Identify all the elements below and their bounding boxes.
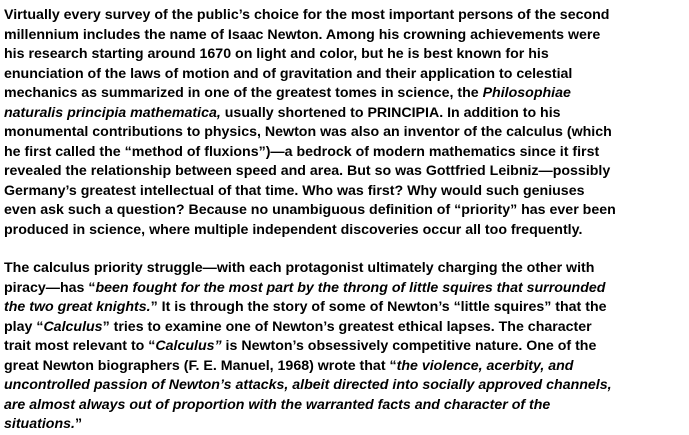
text-line	[4, 84, 687, 104]
text-line	[4, 376, 687, 396]
italic-text-segment: uncontrolled passion of Newton’s attacks, albeit directed into socially approved channels,	[4, 377, 612, 393]
text-line	[4, 201, 687, 221]
italic-text-segment: situations.	[4, 416, 75, 432]
text-segment: usually shortened to PRINCIPIA. In addition to his	[220, 104, 561, 121]
italic-text-segment: the violence, acerbity, and	[396, 357, 574, 374]
text-line	[4, 337, 687, 357]
text-line	[4, 162, 687, 182]
text-segment: millennium includes the name of Isaac Newton. Among his crowning achievements were	[4, 26, 601, 43]
text-segment: produced in science, where multiple independent discoveries occur all too frequently.	[4, 221, 583, 238]
text-segment: his research starting around 1670 on light and color, but he is best known for his	[4, 46, 549, 62]
italic-text-segment: are almost always out of proportion with the warranted facts and character of the	[4, 396, 551, 413]
italic-text-segment: the two great knights.	[4, 299, 151, 315]
text-line	[4, 357, 687, 377]
text-line	[4, 415, 687, 435]
text-segment: The calculus priority struggle—with each protagonist ultimately charging the other with	[4, 260, 595, 276]
text-line	[4, 298, 687, 318]
text-segment: ” tries to examine one of Newton’s greatest ethical lapses. The character	[102, 318, 592, 335]
text-segment: play “	[4, 318, 44, 335]
text-line	[4, 26, 687, 46]
paragraph-calculus-priority	[4, 259, 687, 435]
text-segment: is Newton’s obsessively competitive nature. One of the	[221, 338, 597, 354]
text-segment: he first called the “method of fluxions”)—a bedrock of modern mathematics since it first	[4, 143, 600, 160]
text-line	[4, 123, 687, 143]
text-line	[4, 143, 687, 163]
text-segment: great Newton biographers (F. E. Manuel, 1968) wrote that “	[4, 357, 397, 374]
text-segment: enunciation of the laws of motion and of gravitation and their application to celestial	[4, 65, 573, 82]
text-segment: ”	[74, 416, 83, 432]
document-page	[4, 6, 687, 435]
text-segment: even ask such a question? Because no unambiguous definition of “priority” has ever been	[4, 202, 616, 218]
text-line	[4, 221, 687, 241]
text-segment: ” It is through the story of some of Newton’s “little squires” that the	[150, 299, 607, 315]
italic-text-segment: Philosophiae	[482, 85, 571, 101]
text-segment: revealed the relationship between speed and area. But so was Gottfried Leibniz—possibly	[4, 163, 611, 179]
text-line	[4, 259, 687, 279]
text-line	[4, 104, 687, 124]
text-segment: piracy—has “	[4, 279, 96, 296]
text-line	[4, 396, 687, 416]
text-line	[4, 6, 687, 26]
text-segment: mechanics as summarized in one of the greatest tomes in science, the	[4, 85, 483, 101]
text-line	[4, 45, 687, 65]
italic-text-segment: Calculus”	[155, 338, 222, 354]
text-segment: trait most relevant to “	[4, 338, 156, 354]
text-segment: monumental contributions to physics, Newton was also an inventor of the calculus (which	[4, 124, 612, 140]
text-segment: Virtually every survey of the public’s choice for the most important persons of the second	[4, 7, 610, 23]
paragraph-newton-intro	[4, 6, 687, 240]
text-line	[4, 279, 687, 299]
text-line	[4, 65, 687, 85]
italic-text-segment: Calculus	[43, 318, 103, 335]
italic-text-segment: naturalis principia mathematica,	[4, 104, 221, 121]
text-segment: Germany’s greatest intellectual of that time. Who was first? Why would such geniuses	[4, 182, 585, 199]
text-line	[4, 318, 687, 338]
text-line	[4, 182, 687, 202]
italic-text-segment: been fought for the most part by the throng of little squires that surrounded	[95, 279, 606, 296]
